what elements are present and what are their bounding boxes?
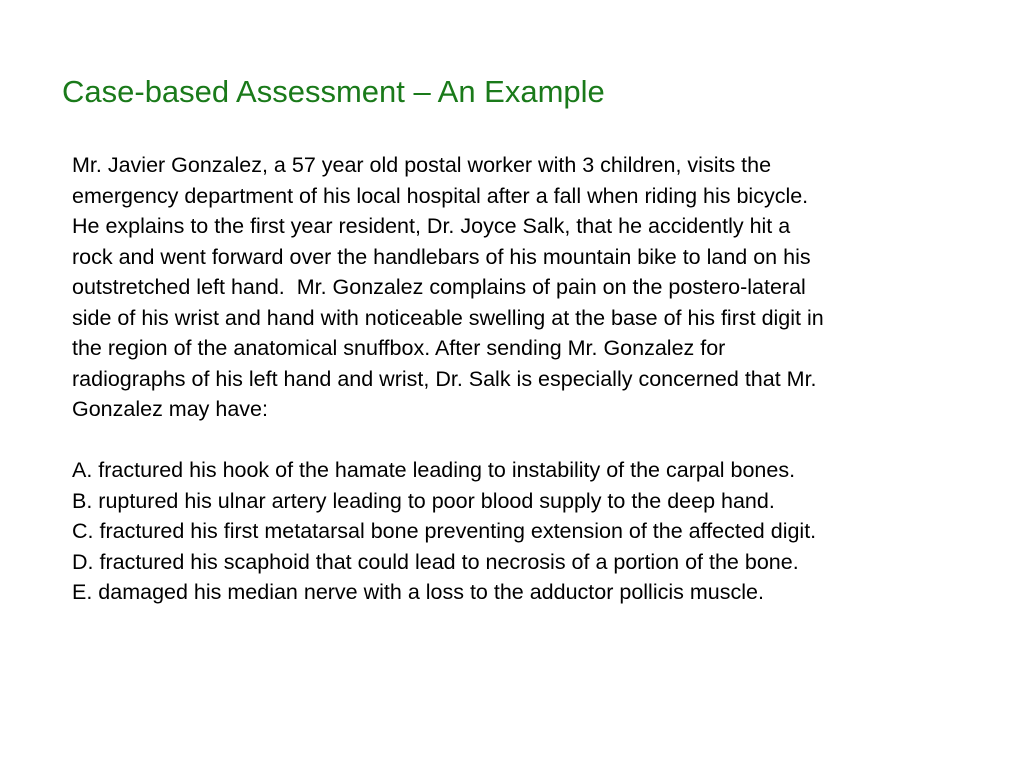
case-line: outstretched left hand. Mr. Gonzalez complains of pain on the postero-lateral [72, 275, 806, 299]
case-line: Mr. Javier Gonzalez, a 57 year old postal worker with 3 children, visits the [72, 153, 772, 177]
case-line: radiographs of his left hand and wrist, Dr. Salk is especially concerned that Mr. [72, 366, 817, 391]
case-line: the region of the anatomical snuffbox. After sending Mr. Gonzalez for [72, 336, 726, 360]
case-description [72, 150, 992, 425]
answer-option-c: C. fractured his first metatarsal bone preventing extension of the affected digit. [72, 519, 817, 543]
answer-options [72, 455, 992, 608]
answer-option-b: B. ruptured his ulnar artery leading to poor blood supply to the deep hand. [72, 488, 775, 513]
answer-option-d: D. fractured his scaphoid that could lead to necrosis of a portion of the bone. [72, 549, 799, 574]
answer-option-e: E. damaged his median nerve with a loss to the adductor pollicis muscle. [72, 580, 764, 604]
slide-title: Case-based Assessment – An Example [62, 74, 605, 109]
case-line: He explains to the first year resident, Dr. Joyce Salk, that he accidently hit a [72, 214, 791, 238]
answer-option-a: A. fractured his hook of the hamate leading to instability of the carpal bones. [72, 458, 796, 482]
case-line: side of his wrist and hand with noticeable swelling at the base of his first digit in [72, 305, 824, 330]
paragraph-spacer [72, 425, 992, 456]
case-line: rock and went forward over the handlebars of his mountain bike to land on his [72, 244, 811, 269]
case-line: Gonzalez may have: [72, 397, 268, 421]
case-line: emergency department of his local hospital after a fall when riding his bicycle. [72, 183, 809, 208]
slide-body [72, 150, 992, 608]
